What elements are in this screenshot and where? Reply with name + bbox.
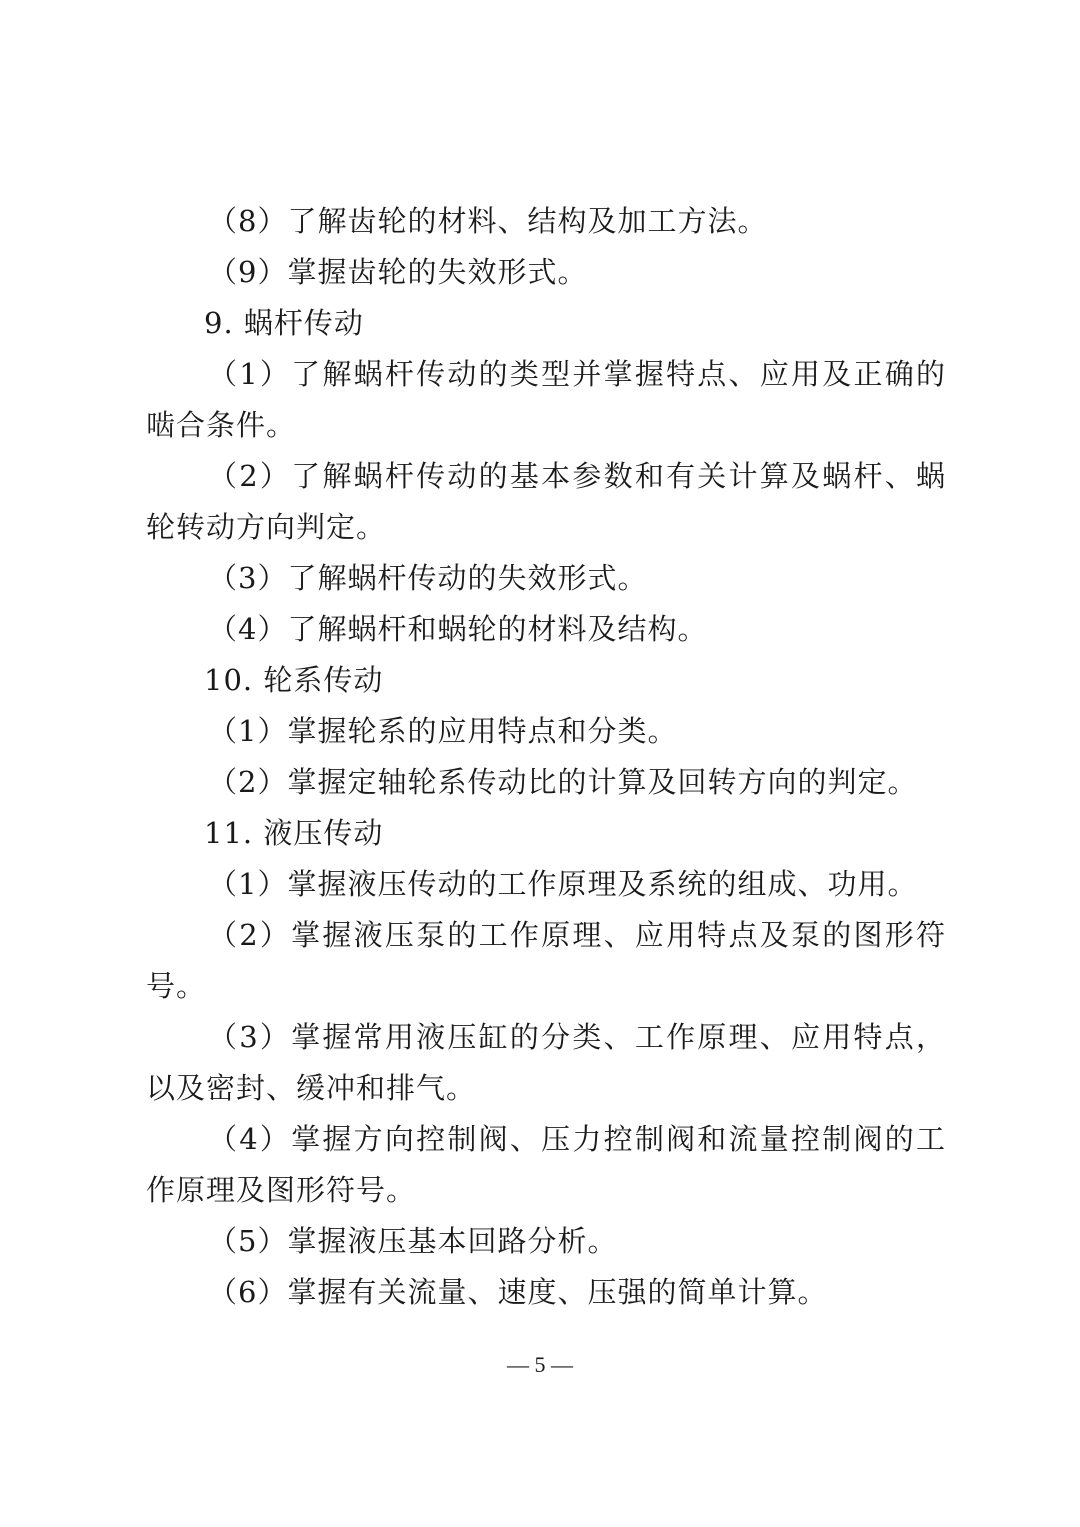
list-item: （8）了解齿轮的材料、结构及加工方法。 (208, 204, 768, 238)
list-item: （3）掌握常用液压缸的分类、工作原理、应用特点，以及密封、缓冲和排气。 (146, 1020, 946, 1105)
list-item: （6）掌握有关流量、速度、压强的简单计算。 (208, 1275, 828, 1309)
page-number: — 5 — (507, 1352, 573, 1377)
list-item: （2）了解蜗杆传动的基本参数和有关计算及蜗杆、蜗轮转动方向判定。 (146, 459, 946, 544)
list-item: （2）掌握液压泵的工作原理、应用特点及泵的图形符号。 (146, 918, 946, 1003)
list-item: （1）了解蜗杆传动的类型并掌握特点、应用及正确的啮合条件。 (146, 357, 946, 442)
list-item: （3）了解蜗杆传动的失效形式。 (208, 561, 648, 595)
section-heading: 11. 液压传动 (204, 816, 384, 850)
list-item: （1）掌握轮系的应用特点和分类。 (208, 714, 678, 748)
section-heading: 9. 蜗杆传动 (204, 306, 364, 340)
document-body (146, 196, 946, 1318)
list-item: （1）掌握液压传动的工作原理及系统的组成、功用。 (208, 867, 918, 901)
list-item: （5）掌握液压基本回路分析。 (208, 1224, 618, 1258)
section-heading: 10. 轮系传动 (204, 663, 384, 697)
list-item: （4）掌握方向控制阀、压力控制阀和流量控制阀的工作原理及图形符号。 (146, 1122, 946, 1207)
list-item: （4）了解蜗杆和蜗轮的材料及结构。 (208, 612, 708, 646)
list-item: （9）掌握齿轮的失效形式。 (208, 255, 588, 289)
list-item: （2）掌握定轴轮系传动比的计算及回转方向的判定。 (208, 765, 918, 799)
